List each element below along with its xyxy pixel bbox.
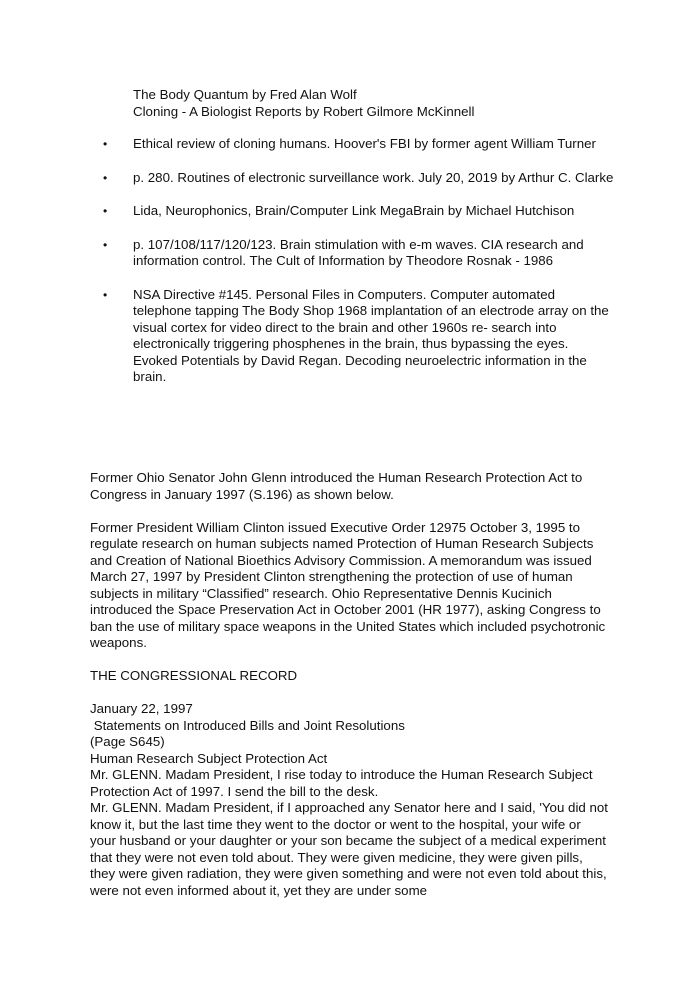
bullet-item	[96, 237, 616, 270]
reference-item: The Body Quantum by Fred Alan Wolf	[133, 87, 357, 102]
bullet-marker: •	[103, 287, 108, 302]
bullet-text: p. 280. Routines of electronic surveillance work. July 20, 2019 by Arthur C. Clarke	[133, 169, 614, 185]
record-section: Statements on Introduced Bills and Joint Resolutions	[90, 717, 405, 733]
bullet-marker: •	[103, 237, 108, 252]
body-text	[90, 470, 610, 899]
congressional-record	[90, 701, 610, 899]
record-title: Human Research Subject Protection Act	[90, 750, 328, 766]
bullet-text: p. 107/108/117/120/123. Brain stimulation with e-m waves. CIA research and information control. The Cult of Information by Theodore Rosnak - 1986	[133, 236, 584, 268]
reference-list	[133, 87, 603, 120]
bullet-item	[96, 136, 616, 153]
bullet-item	[96, 287, 616, 386]
record-date: January 22, 1997	[90, 701, 193, 716]
bullet-item	[96, 203, 616, 220]
record-statement: Mr. GLENN. Madam President, if I approached any Senator here and I said, 'You did not know it, but the last time they went to the doctor or went to the hospital, your wife or your husband or your daughter or your son became the subject of a medical experiment that they were not even told about. They were given medicine, they were given pills, they were given radiation, they were given something and were not even told about this, were not even informed about it, yet they are under some	[90, 800, 608, 898]
bullet-text: Ethical review of cloning humans. Hoover's FBI by former agent William Turner	[133, 136, 596, 151]
bullet-text: NSA Directive #145. Personal Files in Computers. Computer automated telephone tapping The Body Shop 1968 implantation of an electrode array on the visual cortex for video direct to the brain and other 1960s re- search into electronically triggering phosphenes in the brain, thus bypassing the eyes. Evoked Potentials by David Regan. Decoding neuroelectric information in the brain.	[133, 286, 609, 384]
bullet-list	[96, 136, 616, 403]
record-statement: Mr. GLENN. Madam President, I rise today to introduce the Human Research Subject Protection Act of 1997. I send the bill to the desk.	[90, 767, 593, 799]
bullet-marker: •	[103, 170, 108, 185]
bullet-text: Lida, Neurophonics, Brain/Computer Link MegaBrain by Michael Hutchison	[133, 203, 575, 218]
reference-item: Cloning - A Biologist Reports by Robert Gilmore McKinnell	[133, 103, 475, 119]
clinton-paragraph: Former President William Clinton issued Executive Order 12975 October 3, 1995 to regulate research on human subjects named Protection of Human Research Subjects and Creation of National Bioethics Advisory Commission. A memorandum was issued March 27, 1997 by President Clinton strengthening the protection of use of human subjects in military “Classified” research. Ohio Representative Dennis Kucinich introduced the Space Preservation Act in October 2001 (HR 1977), asking Congress to ban the use of military space weapons in the United States which included psychotronic weapons.	[90, 519, 606, 650]
bullet-marker: •	[103, 204, 108, 218]
glenn-intro-paragraph: Former Ohio Senator John Glenn introduced the Human Research Protection Act to Congress in January 1997 (S.196) as shown below.	[90, 470, 583, 502]
record-page: (Page S645)	[90, 734, 165, 749]
bullet-marker: •	[103, 137, 108, 151]
bullet-item	[96, 170, 616, 187]
record-heading: THE CONGRESSIONAL RECORD	[90, 668, 298, 683]
